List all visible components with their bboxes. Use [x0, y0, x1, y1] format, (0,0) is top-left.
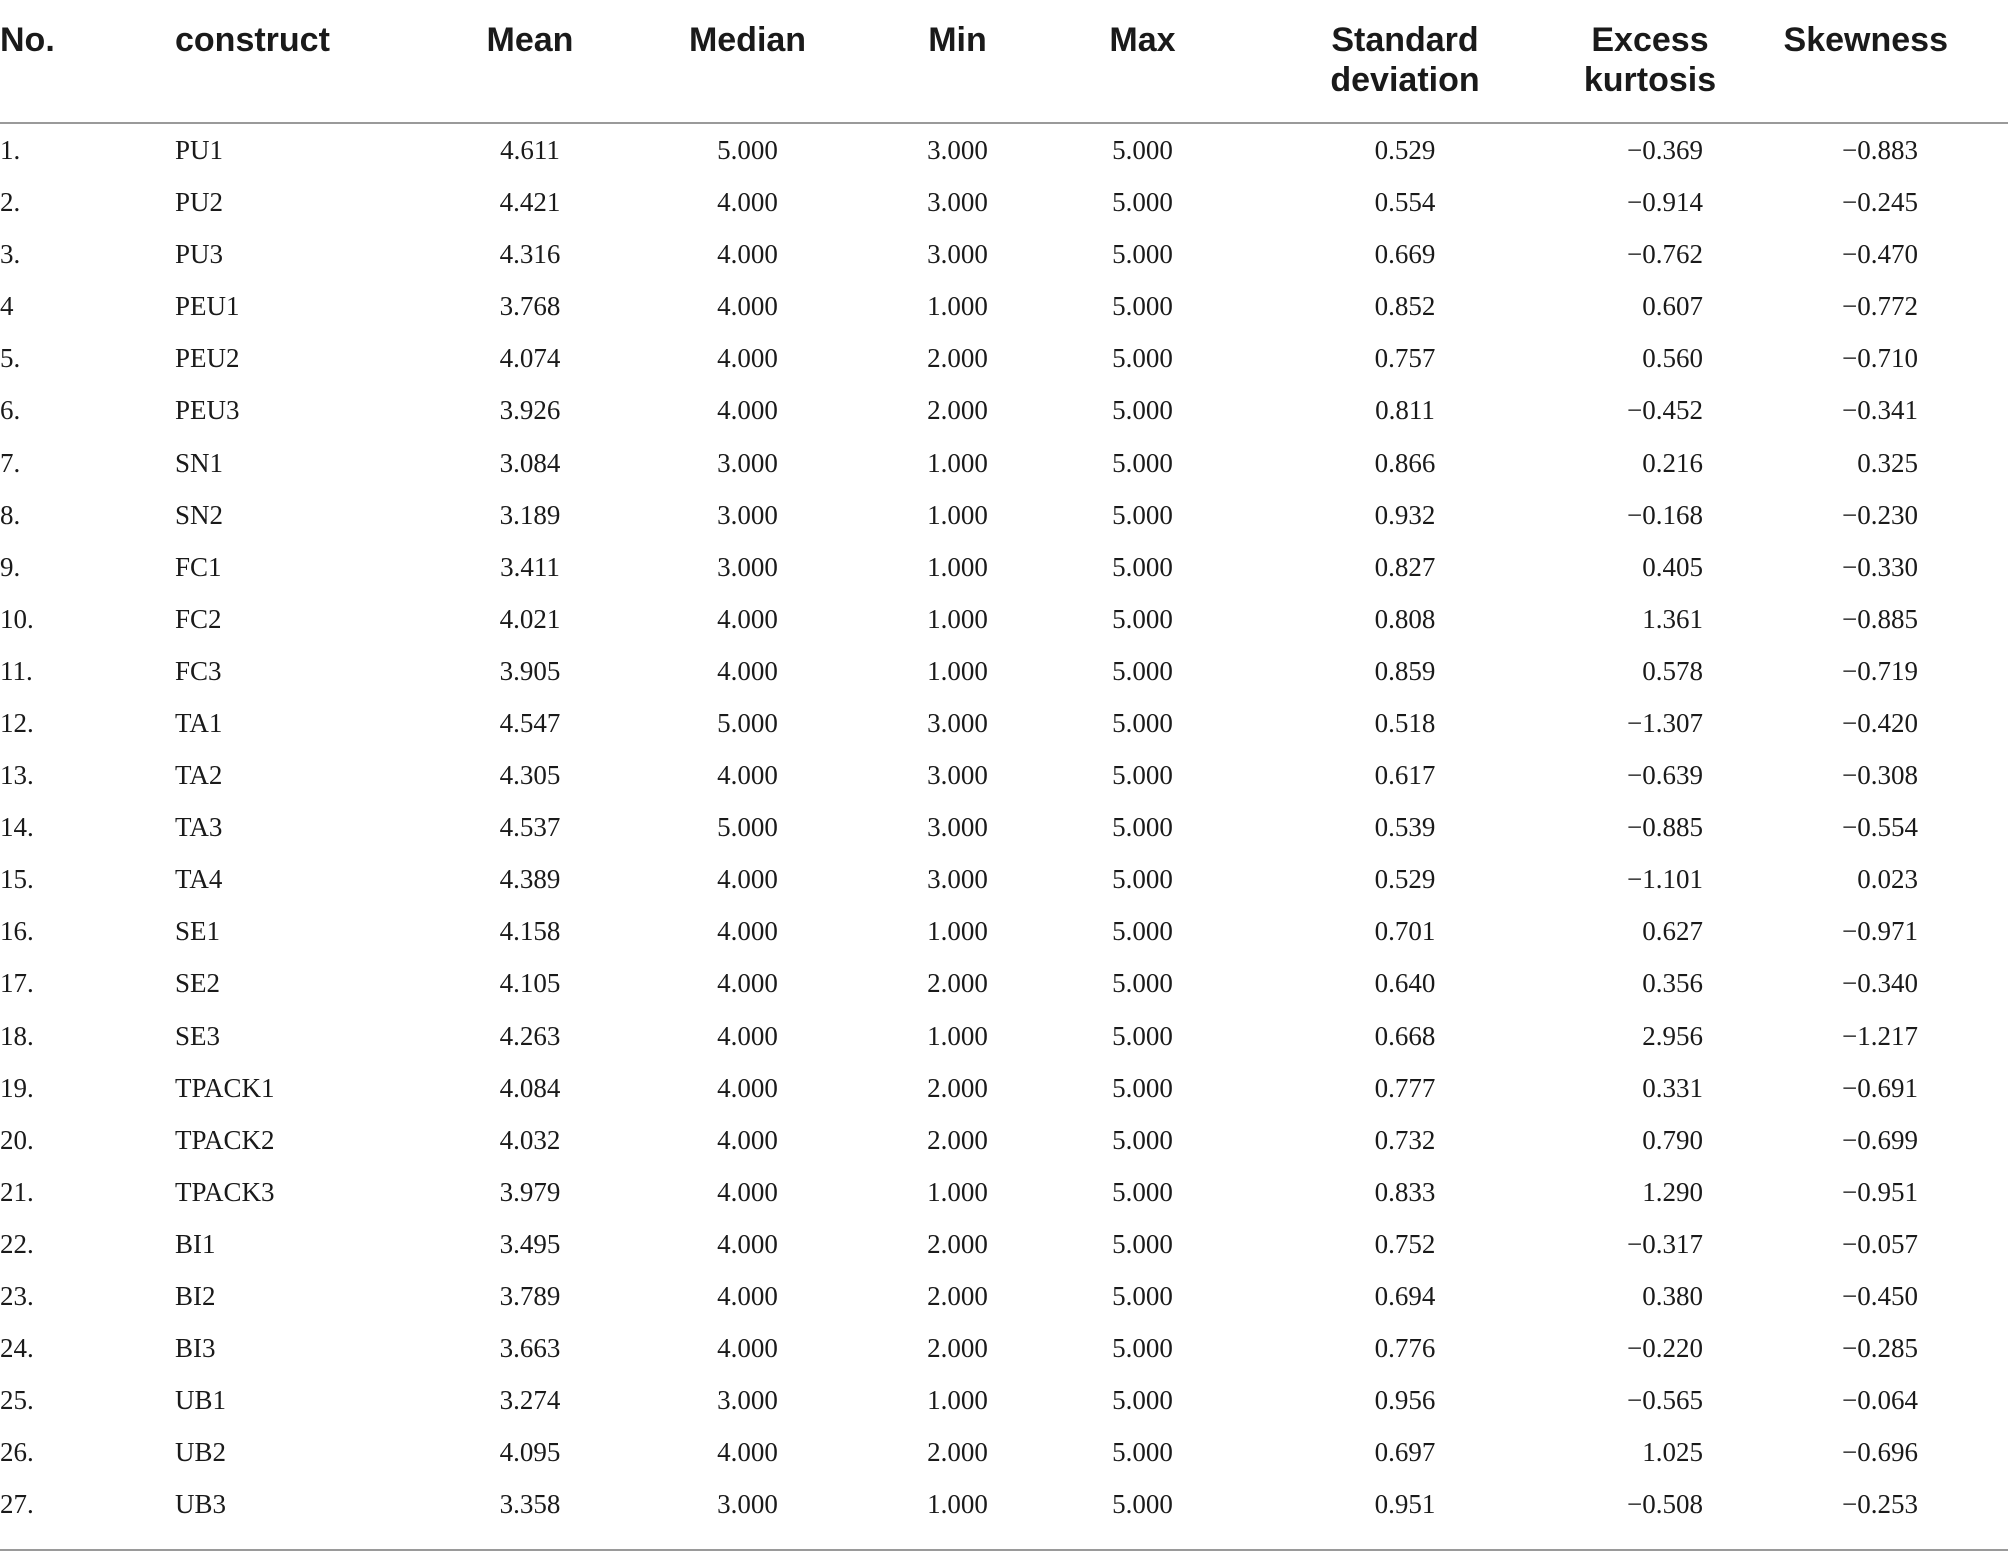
cell-skewness: −0.951	[1842, 1176, 1918, 1207]
cell-no: 27.	[0, 1489, 34, 1520]
cell-mean: 3.274	[499, 1385, 561, 1416]
cell-no: 26.	[0, 1437, 34, 1468]
header-standard-deviation	[1225, 0, 1515, 123]
cell-min: 3.000	[927, 135, 988, 165]
cell-no: 12.	[0, 707, 34, 738]
cell-median: 4.000	[717, 1020, 778, 1051]
table-header	[0, 0, 2008, 123]
table-row	[0, 853, 2008, 905]
cell-min: 1.000	[927, 291, 988, 322]
cell-construct: TPACK2	[175, 1124, 275, 1155]
cell-excess-kurtosis: 0.405	[1642, 551, 1703, 582]
header-kurt-line2: kurtosis	[1583, 61, 1717, 99]
cell-no: 13.	[0, 760, 34, 791]
table-bottom-rule	[0, 1549, 2008, 1551]
cell-skewness: −0.064	[1842, 1385, 1918, 1416]
cell-no: 18.	[0, 1020, 34, 1051]
cell-excess-kurtosis: 0.607	[1642, 291, 1703, 322]
cell-median: 4.000	[717, 864, 778, 895]
cell-standard-deviation: 0.811	[1375, 395, 1435, 426]
cell-mean: 3.411	[500, 551, 560, 582]
cell-max: 5.000	[1112, 239, 1173, 270]
cell-mean: 3.084	[499, 447, 561, 478]
cell-max: 5.000	[1112, 343, 1173, 374]
cell-construct: SE2	[175, 968, 221, 999]
cell-median: 3.000	[717, 551, 778, 582]
cell-skewness: −0.308	[1842, 760, 1918, 791]
cell-standard-deviation: 0.808	[1374, 603, 1436, 634]
cell-excess-kurtosis: 0.560	[1642, 343, 1703, 374]
cell-max: 5.000	[1112, 968, 1173, 999]
cell-min: 1.000	[927, 1176, 988, 1207]
cell-standard-deviation: 0.668	[1374, 1020, 1436, 1051]
cell-standard-deviation: 0.866	[1374, 447, 1436, 478]
cell-median: 4.000	[717, 343, 778, 374]
cell-construct: FC2	[175, 603, 222, 634]
cell-max: 5.000	[1112, 603, 1173, 634]
table-row	[0, 749, 2008, 801]
cell-excess-kurtosis: 0.331	[1642, 1072, 1703, 1103]
cell-median: 4.000	[717, 1333, 778, 1364]
cell-max: 5.000	[1112, 655, 1173, 686]
cell-standard-deviation: 0.529	[1374, 135, 1436, 165]
cell-median: 3.000	[717, 1489, 778, 1520]
cell-no: 25.	[0, 1385, 34, 1416]
cell-mean: 4.074	[499, 343, 561, 374]
cell-max: 5.000	[1112, 135, 1173, 165]
cell-skewness: −0.971	[1842, 916, 1918, 947]
cell-min: 1.000	[927, 1385, 988, 1416]
cell-skewness: −0.245	[1842, 187, 1918, 218]
cell-excess-kurtosis: 0.790	[1642, 1124, 1703, 1155]
cell-skewness: −0.420	[1842, 707, 1918, 738]
cell-max: 5.000	[1112, 187, 1173, 218]
header-median: Median	[640, 0, 855, 123]
cell-excess-kurtosis: 0.216	[1642, 447, 1703, 478]
table-row	[0, 1374, 2008, 1426]
cell-excess-kurtosis: 0.578	[1642, 655, 1703, 686]
cell-excess-kurtosis: −0.762	[1627, 239, 1703, 270]
cell-min: 2.000	[927, 395, 988, 426]
cell-mean: 3.926	[499, 395, 561, 426]
header-row	[0, 0, 2008, 123]
cell-mean: 4.105	[499, 968, 561, 999]
cell-skewness: −0.253	[1842, 1489, 1918, 1520]
cell-median: 4.000	[717, 1437, 778, 1468]
cell-standard-deviation: 0.539	[1374, 812, 1436, 843]
cell-construct: TPACK1	[175, 1072, 275, 1103]
cell-median: 5.000	[717, 812, 778, 843]
cell-no: 2.	[0, 187, 21, 218]
cell-excess-kurtosis: −0.914	[1627, 187, 1703, 218]
cell-excess-kurtosis: −0.168	[1627, 499, 1703, 530]
cell-min: 3.000	[927, 760, 988, 791]
cell-excess-kurtosis: −0.317	[1627, 1228, 1703, 1259]
cell-construct: UB1	[175, 1385, 227, 1416]
cell-max: 5.000	[1112, 1124, 1173, 1155]
cell-mean: 4.263	[499, 1020, 561, 1051]
cell-standard-deviation: 0.554	[1374, 187, 1436, 218]
cell-no: 5.	[0, 343, 21, 374]
table-row	[0, 123, 2008, 176]
header-skewness: Skewness	[1745, 0, 2008, 123]
cell-min: 1.000	[927, 447, 988, 478]
cell-skewness: −0.885	[1842, 603, 1918, 634]
cell-max: 5.000	[1112, 1333, 1173, 1364]
cell-skewness: −0.285	[1842, 1333, 1918, 1364]
cell-construct: BI3	[175, 1333, 216, 1364]
table-row	[0, 176, 2008, 228]
cell-standard-deviation: 0.617	[1374, 760, 1436, 791]
cell-mean: 4.305	[499, 760, 561, 791]
cell-construct: SN2	[175, 499, 224, 530]
cell-mean: 3.768	[499, 291, 561, 322]
cell-standard-deviation: 0.529	[1374, 864, 1436, 895]
cell-standard-deviation: 0.732	[1374, 1124, 1436, 1155]
cell-no: 16.	[0, 916, 34, 947]
cell-median: 4.000	[717, 916, 778, 947]
cell-max: 5.000	[1112, 1020, 1173, 1051]
cell-min: 1.000	[927, 551, 988, 582]
cell-construct: SN1	[175, 447, 224, 478]
cell-min: 2.000	[927, 1281, 988, 1312]
cell-max: 5.000	[1112, 812, 1173, 843]
cell-construct: UB3	[175, 1489, 227, 1520]
cell-median: 4.000	[717, 968, 778, 999]
table-row	[0, 697, 2008, 749]
cell-no: 15.	[0, 864, 34, 895]
cell-standard-deviation: 0.951	[1374, 1489, 1436, 1520]
cell-min: 1.000	[927, 603, 988, 634]
cell-excess-kurtosis: −0.369	[1627, 135, 1703, 165]
cell-construct: BI1	[175, 1228, 216, 1259]
cell-min: 2.000	[927, 343, 988, 374]
cell-skewness: −0.883	[1842, 135, 1918, 165]
cell-max: 5.000	[1112, 1489, 1173, 1520]
cell-construct: PEU1	[175, 291, 240, 322]
cell-mean: 4.316	[499, 239, 561, 270]
table-row	[0, 645, 2008, 697]
cell-no: 14.	[0, 812, 34, 843]
cell-max: 5.000	[1112, 447, 1173, 478]
cell-min: 3.000	[927, 707, 988, 738]
cell-max: 5.000	[1112, 1072, 1173, 1103]
cell-standard-deviation: 0.697	[1374, 1437, 1436, 1468]
cell-skewness: −0.696	[1842, 1437, 1918, 1468]
cell-excess-kurtosis: −0.565	[1627, 1385, 1703, 1416]
cell-skewness: −0.230	[1842, 499, 1918, 530]
cell-no: 20.	[0, 1124, 34, 1155]
cell-mean: 3.979	[499, 1176, 561, 1207]
cell-no: 4	[0, 291, 14, 322]
cell-skewness: −0.340	[1842, 968, 1918, 999]
cell-skewness: 0.023	[1857, 864, 1918, 895]
cell-construct: TA1	[175, 707, 223, 738]
cell-standard-deviation: 0.694	[1374, 1281, 1436, 1312]
cell-median: 4.000	[717, 1176, 778, 1207]
cell-min: 3.000	[927, 239, 988, 270]
table-body	[0, 123, 2008, 1530]
cell-standard-deviation: 0.777	[1374, 1072, 1436, 1103]
cell-max: 5.000	[1112, 707, 1173, 738]
cell-standard-deviation: 0.640	[1374, 968, 1436, 999]
cell-excess-kurtosis: −1.101	[1627, 864, 1703, 895]
cell-max: 5.000	[1112, 395, 1173, 426]
cell-construct: TA3	[175, 812, 223, 843]
cell-max: 5.000	[1112, 1437, 1173, 1468]
cell-mean: 3.495	[499, 1228, 561, 1259]
cell-median: 4.000	[717, 603, 778, 634]
cell-min: 2.000	[927, 1437, 988, 1468]
cell-standard-deviation: 0.833	[1374, 1176, 1436, 1207]
cell-construct: PU2	[175, 187, 224, 218]
cell-min: 3.000	[927, 864, 988, 895]
table-row	[0, 1270, 2008, 1322]
cell-skewness: −0.710	[1842, 343, 1918, 374]
header-excess-kurtosis	[1515, 0, 1745, 123]
cell-construct: PU3	[175, 239, 224, 270]
cell-no: 23.	[0, 1281, 34, 1312]
cell-min: 1.000	[927, 1489, 988, 1520]
cell-no: 3.	[0, 239, 21, 270]
table-row	[0, 1166, 2008, 1218]
cell-excess-kurtosis: −0.452	[1627, 395, 1703, 426]
cell-max: 5.000	[1112, 1385, 1173, 1416]
cell-max: 5.000	[1112, 864, 1173, 895]
header-no: No.	[0, 0, 175, 123]
cell-median: 5.000	[717, 135, 778, 165]
cell-skewness: −0.554	[1842, 812, 1918, 843]
cell-skewness: −0.691	[1842, 1072, 1918, 1103]
cell-excess-kurtosis: −0.220	[1627, 1333, 1703, 1364]
table-row	[0, 280, 2008, 332]
cell-median: 4.000	[717, 760, 778, 791]
cell-excess-kurtosis: 0.627	[1642, 916, 1703, 947]
cell-no: 8.	[0, 499, 21, 530]
cell-construct: PEU2	[175, 343, 240, 374]
cell-construct: BI2	[175, 1281, 216, 1312]
header-std-line2: deviation	[1330, 61, 1480, 99]
cell-mean: 4.537	[499, 812, 561, 843]
cell-excess-kurtosis: 0.356	[1642, 968, 1703, 999]
header-construct: construct	[175, 0, 420, 123]
header-kurt-line1: Excess	[1591, 21, 1709, 59]
cell-min: 1.000	[927, 916, 988, 947]
cell-skewness: −0.772	[1842, 291, 1918, 322]
cell-min: 1.000	[927, 499, 988, 530]
table-row	[0, 1426, 2008, 1478]
cell-mean: 4.611	[500, 135, 560, 165]
cell-standard-deviation: 0.852	[1374, 291, 1436, 322]
cell-skewness: 0.325	[1857, 447, 1918, 478]
table-row	[0, 489, 2008, 541]
cell-standard-deviation: 0.859	[1374, 655, 1436, 686]
header-min: Min	[855, 0, 1060, 123]
cell-mean: 4.547	[499, 707, 561, 738]
cell-mean: 3.358	[499, 1489, 561, 1520]
cell-construct: PEU3	[175, 395, 240, 426]
cell-no: 24.	[0, 1333, 34, 1364]
table-row	[0, 384, 2008, 436]
cell-no: 10.	[0, 603, 34, 634]
cell-median: 3.000	[717, 447, 778, 478]
table-row	[0, 228, 2008, 280]
cell-standard-deviation: 0.518	[1374, 707, 1436, 738]
header-mean: Mean	[420, 0, 640, 123]
table-row	[0, 1010, 2008, 1062]
cell-median: 4.000	[717, 655, 778, 686]
cell-standard-deviation: 0.701	[1374, 916, 1436, 947]
cell-max: 5.000	[1112, 1228, 1173, 1259]
cell-median: 3.000	[717, 499, 778, 530]
cell-median: 4.000	[717, 291, 778, 322]
table-row	[0, 436, 2008, 488]
cell-min: 3.000	[927, 812, 988, 843]
cell-skewness: −0.719	[1842, 655, 1918, 686]
cell-median: 4.000	[717, 239, 778, 270]
cell-mean: 4.021	[499, 603, 561, 634]
cell-no: 22.	[0, 1228, 34, 1259]
cell-excess-kurtosis: −0.508	[1627, 1489, 1703, 1520]
cell-standard-deviation: 0.757	[1374, 343, 1436, 374]
cell-excess-kurtosis: 2.956	[1642, 1020, 1703, 1051]
cell-excess-kurtosis: 0.380	[1642, 1281, 1703, 1312]
cell-mean: 4.389	[499, 864, 561, 895]
cell-min: 1.000	[927, 655, 988, 686]
table-row	[0, 1062, 2008, 1114]
cell-mean: 4.158	[499, 916, 561, 947]
cell-construct: FC3	[175, 655, 222, 686]
header-std-line1: Standard	[1331, 21, 1479, 59]
cell-construct: SE1	[175, 916, 221, 947]
cell-skewness: −0.330	[1842, 551, 1918, 582]
cell-construct: PU1	[175, 135, 224, 165]
cell-excess-kurtosis: −1.307	[1627, 707, 1703, 738]
cell-standard-deviation: 0.956	[1374, 1385, 1436, 1416]
cell-median: 5.000	[717, 707, 778, 738]
cell-construct: SE3	[175, 1020, 221, 1051]
cell-excess-kurtosis: 1.025	[1642, 1437, 1703, 1468]
cell-skewness: −0.341	[1842, 395, 1918, 426]
cell-mean: 4.032	[499, 1124, 561, 1155]
cell-max: 5.000	[1112, 499, 1173, 530]
cell-no: 19.	[0, 1072, 34, 1103]
cell-max: 5.000	[1112, 760, 1173, 791]
cell-mean: 3.789	[499, 1281, 561, 1312]
cell-standard-deviation: 0.932	[1374, 499, 1436, 530]
cell-no: 11.	[0, 655, 33, 686]
table-row	[0, 541, 2008, 593]
cell-construct: UB2	[175, 1437, 227, 1468]
cell-excess-kurtosis: −0.885	[1627, 812, 1703, 843]
cell-no: 7.	[0, 447, 21, 478]
cell-max: 5.000	[1112, 1281, 1173, 1312]
table-row	[0, 1114, 2008, 1166]
table-row	[0, 905, 2008, 957]
table-row	[0, 801, 2008, 853]
cell-mean: 3.905	[499, 655, 561, 686]
cell-median: 4.000	[717, 1281, 778, 1312]
header-max: Max	[1060, 0, 1225, 123]
cell-min: 2.000	[927, 1333, 988, 1364]
cell-skewness: −0.470	[1842, 239, 1918, 270]
cell-max: 5.000	[1112, 551, 1173, 582]
table-row	[0, 957, 2008, 1009]
cell-min: 2.000	[927, 968, 988, 999]
table-row	[0, 593, 2008, 645]
table-row	[0, 1322, 2008, 1374]
cell-no: 17.	[0, 968, 34, 999]
cell-mean: 3.189	[499, 499, 561, 530]
table-row	[0, 332, 2008, 384]
cell-max: 5.000	[1112, 1176, 1173, 1207]
cell-median: 3.000	[717, 1385, 778, 1416]
cell-min: 2.000	[927, 1072, 988, 1103]
cell-mean: 4.421	[499, 187, 561, 218]
cell-excess-kurtosis: 1.290	[1642, 1176, 1703, 1207]
cell-no: 6.	[0, 395, 21, 426]
cell-median: 4.000	[717, 187, 778, 218]
cell-skewness: −1.217	[1842, 1020, 1918, 1051]
cell-standard-deviation: 0.752	[1374, 1228, 1436, 1259]
cell-no: 21.	[0, 1176, 34, 1207]
cell-no: 1.	[0, 135, 21, 165]
cell-no: 9.	[0, 551, 21, 582]
cell-min: 2.000	[927, 1228, 988, 1259]
cell-construct: TPACK3	[175, 1176, 275, 1207]
cell-excess-kurtosis: 1.361	[1642, 603, 1703, 634]
cell-max: 5.000	[1112, 291, 1173, 322]
cell-max: 5.000	[1112, 916, 1173, 947]
cell-skewness: −0.057	[1842, 1228, 1918, 1259]
cell-construct: TA2	[175, 760, 223, 791]
cell-standard-deviation: 0.669	[1374, 239, 1436, 270]
cell-construct: TA4	[175, 864, 223, 895]
cell-mean: 4.095	[499, 1437, 561, 1468]
cell-standard-deviation: 0.827	[1374, 551, 1436, 582]
cell-mean: 3.663	[499, 1333, 561, 1364]
table-row	[0, 1478, 2008, 1530]
cell-standard-deviation: 0.776	[1374, 1333, 1436, 1364]
cell-min: 1.000	[927, 1020, 988, 1051]
cell-skewness: −0.450	[1842, 1281, 1918, 1312]
cell-median: 4.000	[717, 1228, 778, 1259]
cell-median: 4.000	[717, 1072, 778, 1103]
table-row	[0, 1218, 2008, 1270]
cell-skewness: −0.699	[1842, 1124, 1918, 1155]
cell-min: 3.000	[927, 187, 988, 218]
cell-construct: FC1	[175, 551, 222, 582]
cell-excess-kurtosis: −0.639	[1627, 760, 1703, 791]
cell-mean: 4.084	[499, 1072, 561, 1103]
cell-median: 4.000	[717, 395, 778, 426]
cell-median: 4.000	[717, 1124, 778, 1155]
cell-min: 2.000	[927, 1124, 988, 1155]
